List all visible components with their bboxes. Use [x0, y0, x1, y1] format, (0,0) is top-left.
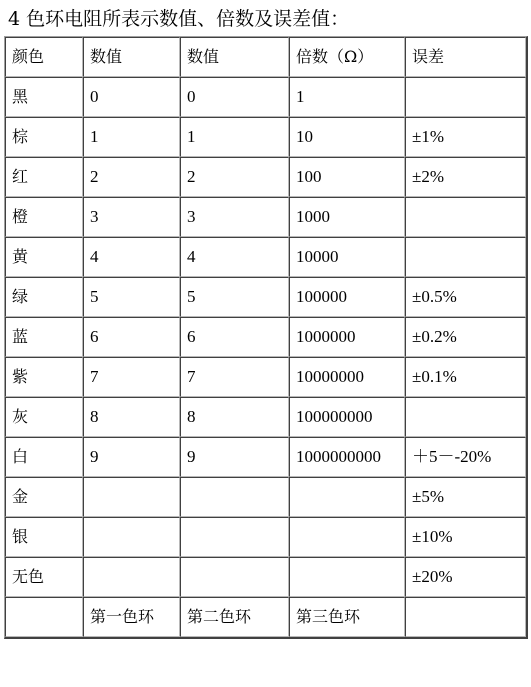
cell-multiplier: 1000000 — [289, 317, 405, 357]
header-digit1: 数值 — [83, 37, 180, 77]
color-code-table — [4, 36, 528, 639]
cell-color: 白 — [5, 437, 83, 477]
cell-color: 灰 — [5, 397, 83, 437]
cell-multiplier: 100000 — [289, 277, 405, 317]
cell-multiplier: 100000000 — [289, 397, 405, 437]
cell-digit2: 9 — [180, 437, 289, 477]
cell-digit2: 2 — [180, 157, 289, 197]
cell-digit1: 0 — [83, 77, 180, 117]
cell-digit2: 4 — [180, 237, 289, 277]
header-multiplier: 倍数（Ω） — [289, 37, 405, 77]
table-row — [5, 357, 526, 397]
table-row — [5, 157, 526, 197]
header-color: 颜色 — [5, 37, 83, 77]
cell-digit1: 7 — [83, 357, 180, 397]
table-row — [5, 237, 526, 277]
cell-digit1 — [83, 557, 180, 597]
table-body — [5, 37, 526, 637]
cell-color: 无色 — [5, 557, 83, 597]
cell-tolerance: ＋5－-20% — [405, 437, 526, 477]
cell-tolerance — [405, 597, 526, 637]
cell-tolerance: ±0.2% — [405, 317, 526, 357]
cell-digit1: 8 — [83, 397, 180, 437]
cell-color: 紫 — [5, 357, 83, 397]
table-row — [5, 557, 526, 597]
cell-digit1: 3 — [83, 197, 180, 237]
cell-digit2: 第二色环 — [180, 597, 289, 637]
table-row — [5, 117, 526, 157]
cell-digit2: 1 — [180, 117, 289, 157]
cell-tolerance: ±1% — [405, 117, 526, 157]
cell-digit1: 1 — [83, 117, 180, 157]
cell-tolerance: ±0.5% — [405, 277, 526, 317]
cell-digit2: 3 — [180, 197, 289, 237]
cell-digit2: 0 — [180, 77, 289, 117]
footer-row — [5, 597, 526, 637]
cell-multiplier: 10000 — [289, 237, 405, 277]
cell-color: 银 — [5, 517, 83, 557]
cell-multiplier — [289, 477, 405, 517]
cell-color: 棕 — [5, 117, 83, 157]
cell-digit2 — [180, 517, 289, 557]
cell-digit1: 2 — [83, 157, 180, 197]
cell-digit1: 9 — [83, 437, 180, 477]
table-row — [5, 77, 526, 117]
cell-tolerance: ±10% — [405, 517, 526, 557]
table-row — [5, 437, 526, 477]
cell-multiplier: 1000000000 — [289, 437, 405, 477]
page-title: 4 色环电阻所表示数值、倍数及误差值： — [8, 8, 350, 30]
cell-digit1 — [83, 517, 180, 557]
cell-color: 橙 — [5, 197, 83, 237]
cell-tolerance: ±2% — [405, 157, 526, 197]
cell-tolerance — [405, 197, 526, 237]
cell-tolerance — [405, 77, 526, 117]
table-row — [5, 277, 526, 317]
cell-color: 黄 — [5, 237, 83, 277]
header-digit2: 数值 — [180, 37, 289, 77]
cell-multiplier — [289, 557, 405, 597]
cell-color: 黑 — [5, 77, 83, 117]
cell-multiplier: 第三色环 — [289, 597, 405, 637]
cell-digit2: 5 — [180, 277, 289, 317]
cell-digit1: 4 — [83, 237, 180, 277]
table-row — [5, 397, 526, 437]
cell-multiplier: 1000 — [289, 197, 405, 237]
cell-multiplier: 10 — [289, 117, 405, 157]
cell-tolerance — [405, 397, 526, 437]
cell-tolerance: ±5% — [405, 477, 526, 517]
cell-color: 红 — [5, 157, 83, 197]
cell-multiplier: 100 — [289, 157, 405, 197]
header-tolerance: 误差 — [405, 37, 526, 77]
cell-tolerance — [405, 237, 526, 277]
cell-digit1: 第一色环 — [83, 597, 180, 637]
cell-color: 金 — [5, 477, 83, 517]
cell-tolerance: ±0.1% — [405, 357, 526, 397]
cell-digit1: 6 — [83, 317, 180, 357]
cell-digit2: 6 — [180, 317, 289, 357]
table-row — [5, 517, 526, 557]
cell-color: 蓝 — [5, 317, 83, 357]
header-row — [5, 37, 526, 77]
cell-digit2: 8 — [180, 397, 289, 437]
cell-digit2 — [180, 477, 289, 517]
cell-digit2: 7 — [180, 357, 289, 397]
cell-multiplier: 1 — [289, 77, 405, 117]
cell-color: 绿 — [5, 277, 83, 317]
table-row — [5, 477, 526, 517]
table-row — [5, 197, 526, 237]
cell-multiplier: 10000000 — [289, 357, 405, 397]
cell-digit2 — [180, 557, 289, 597]
cell-multiplier — [289, 517, 405, 557]
cell-digit1: 5 — [83, 277, 180, 317]
cell-tolerance: ±20% — [405, 557, 526, 597]
cell-digit1 — [83, 477, 180, 517]
cell-color — [5, 597, 83, 637]
table-row — [5, 317, 526, 357]
